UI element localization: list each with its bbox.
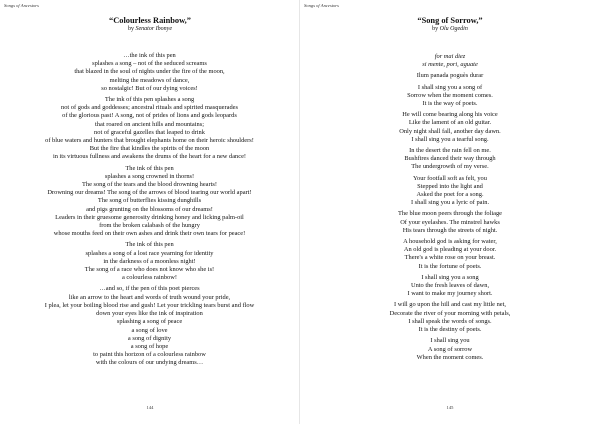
poem-line: so nostalgic! But of our dying voices! (101, 84, 198, 92)
byline-prefix: by (128, 26, 134, 32)
poem-byline (0, 26, 300, 33)
poem-line: But the fire that kindles the spirits of the moon (89, 145, 210, 153)
poem-line: It is the fortune of poets. (418, 262, 482, 270)
poem-line: It is the way of poets. (422, 100, 478, 108)
poem-line: The blue moon peers through the foliage (398, 210, 502, 218)
poem-line: Only night shall fall, another day dawn. (399, 127, 501, 135)
stanza (308, 147, 592, 172)
poem-body (308, 53, 592, 365)
poem-line: Like the lament of an old guitar. (408, 119, 492, 127)
poem-line: like an arrow to the heart and words of truth wound your pride, (68, 293, 231, 301)
poem-line: I shall sing you a tearful song. (411, 135, 489, 143)
poem-line: down your eyes like the ink of inspiration (96, 310, 203, 318)
poem-line: Of your eyelashes. The minstrel hawks (400, 218, 500, 226)
stanza (8, 285, 291, 367)
stanza (308, 175, 592, 208)
poem-line: In the desert the rain fell on me. (409, 147, 491, 155)
running-head: Songs of Ancestors (304, 3, 339, 8)
poem-line: to paint this horizon of a colourless rainbow (93, 351, 206, 359)
poem-line: The undergrowth of my verse. (411, 163, 489, 171)
stanza (308, 111, 592, 144)
poem-line: I want to make my journey short. (407, 290, 493, 298)
poem-line: An old god is pleading at your door. (403, 246, 497, 254)
poem-line: not of gods and goddesses; ancestral rituals and spirited masquerades (61, 104, 238, 112)
poem-line: I plea, let your boiling blood rise and gush! Let your trickling tears burst and flow (44, 301, 255, 309)
poem-line: Unto the fresh leaves of dawn, (410, 282, 490, 290)
poem-line: I shall sing you (430, 337, 470, 345)
poem-author: Olu Ogedin (439, 26, 468, 32)
stanza (308, 72, 592, 80)
poem-author: Senator Ibonye (135, 26, 172, 32)
poem-line: Drowning our dreams! The song of the arrows of blood tearing our world apart! (47, 189, 252, 197)
stanza (308, 84, 592, 109)
poem-line: that blazed in the soul of nights under the fire of the moon, (74, 68, 225, 76)
poem-line: Bushfires danced their way through (404, 155, 496, 163)
epigraph (308, 53, 592, 69)
poem-line: I shall sing you a song (421, 273, 479, 281)
poem-line: a colourless rainbow! (121, 274, 177, 282)
stanza (308, 274, 592, 299)
poem-line: The ink of this pen splashes a song (104, 96, 195, 104)
byline-prefix: by (432, 26, 439, 32)
poem-line: Decorate the river of your morning with petals, (389, 309, 511, 317)
right-page (300, 0, 600, 424)
poem-line: of the glorious past! A song, not of prides of lions and gods leopards (62, 112, 237, 120)
poem-line: in the darkness of a moonless night! (103, 257, 196, 265)
poem-line: I shall speak the words of songs. (408, 317, 492, 325)
poem-line: for mai diez (434, 53, 466, 60)
poem-line: a song of dignity (127, 334, 172, 342)
poem-line: The ink of this pen (125, 164, 174, 172)
poem-line: The song of the tears and the blood drowning hearts! (81, 181, 218, 189)
poem-line: in its virtuous fullness and awakens the drums of the heart for a new dance! (52, 153, 247, 161)
poem-body (8, 52, 291, 371)
stanza (8, 241, 291, 282)
poem-line: that roared on ancient hills and mountains; (95, 120, 204, 128)
poem-line: and pigs grunting on the blossoms of our dreams! (86, 205, 213, 213)
poem-line: Asked the poet for a song. (416, 191, 484, 199)
poem-line: splashes a song – not of the seduced screams (92, 60, 207, 68)
poem-line: When the moment comes. (416, 353, 484, 361)
poem-line: I shall sing you a song of (417, 83, 483, 91)
poem-line: of blue waters and hunters that brought elephants home on their heroic shoulders! (45, 137, 254, 145)
poem-line: Stepped into the light and (417, 182, 483, 190)
poem-line: The song of a race who does not know who she is! (84, 266, 215, 274)
poem-line: It is the destiny of poets. (418, 326, 482, 334)
poem-title: “Song of Sorrow,” (417, 16, 483, 25)
stanza (8, 96, 291, 162)
poem-line: a song of love (131, 326, 168, 334)
page-number: 145 (446, 405, 454, 410)
poem-line: He will come bearing along his voice (402, 111, 498, 119)
poem-line: splashes a song crowned in thorns! (104, 172, 195, 180)
poem-line: splashing a song of peace (116, 318, 183, 326)
poem-line: The ink of this pen (125, 241, 174, 249)
stanza (308, 337, 592, 362)
running-head: Songs of Ancestors (4, 3, 39, 8)
poem-line: si mente, pori, aguate (422, 61, 478, 69)
poem-line: a song of hope (130, 342, 169, 350)
poem-line: whose mouths feed on their own ashes and drink their own tears for peace! (53, 230, 246, 238)
poem-line: with the colours of our undying dreams… (95, 359, 204, 367)
poem-line: A household god is asking for water, (403, 238, 497, 246)
page-number: 144 (146, 405, 154, 410)
poem-line: Ilum panada poguès durar (416, 72, 484, 80)
poem-line: Sorrow when the moment comes. (407, 91, 493, 99)
poem-line: I will go upon the hill and cast my little net, (394, 301, 506, 309)
poem-line: not of graceful gazelles that leaped to drink (94, 128, 205, 136)
stanza (8, 52, 291, 93)
poem-line: I shall sing you a lyric of pain. (410, 199, 490, 207)
poem-line: melting the meadows of dance, (109, 76, 190, 84)
poem-line: Leaders in their gruesome generosity drinking honey and licking palm-oil (55, 213, 244, 221)
stanza (308, 210, 592, 235)
stanza (308, 301, 592, 334)
poem-line: A song of sorrow (427, 345, 473, 353)
poem-title: “Colourless Rainbow,” (109, 16, 191, 25)
poem-line: The song of butterflies kissing dunghills (97, 197, 202, 205)
poem-line: …and so, if the pen of this poet pierces (99, 285, 200, 293)
poem-line: There's a white rose on your breast. (404, 254, 496, 262)
poem-line: splashes a song of a lost race yearning for identity (85, 249, 214, 257)
poem-line: His tears through the streets of night. (402, 226, 498, 234)
poem-line: …the ink of this pen (123, 52, 176, 59)
poem-byline (300, 26, 600, 33)
stanza (8, 165, 291, 239)
poem-line: from the broken calabash of the hungry (99, 222, 200, 230)
stanza (308, 238, 592, 271)
poem-line: Your footfall soft as felt, you (413, 174, 487, 182)
